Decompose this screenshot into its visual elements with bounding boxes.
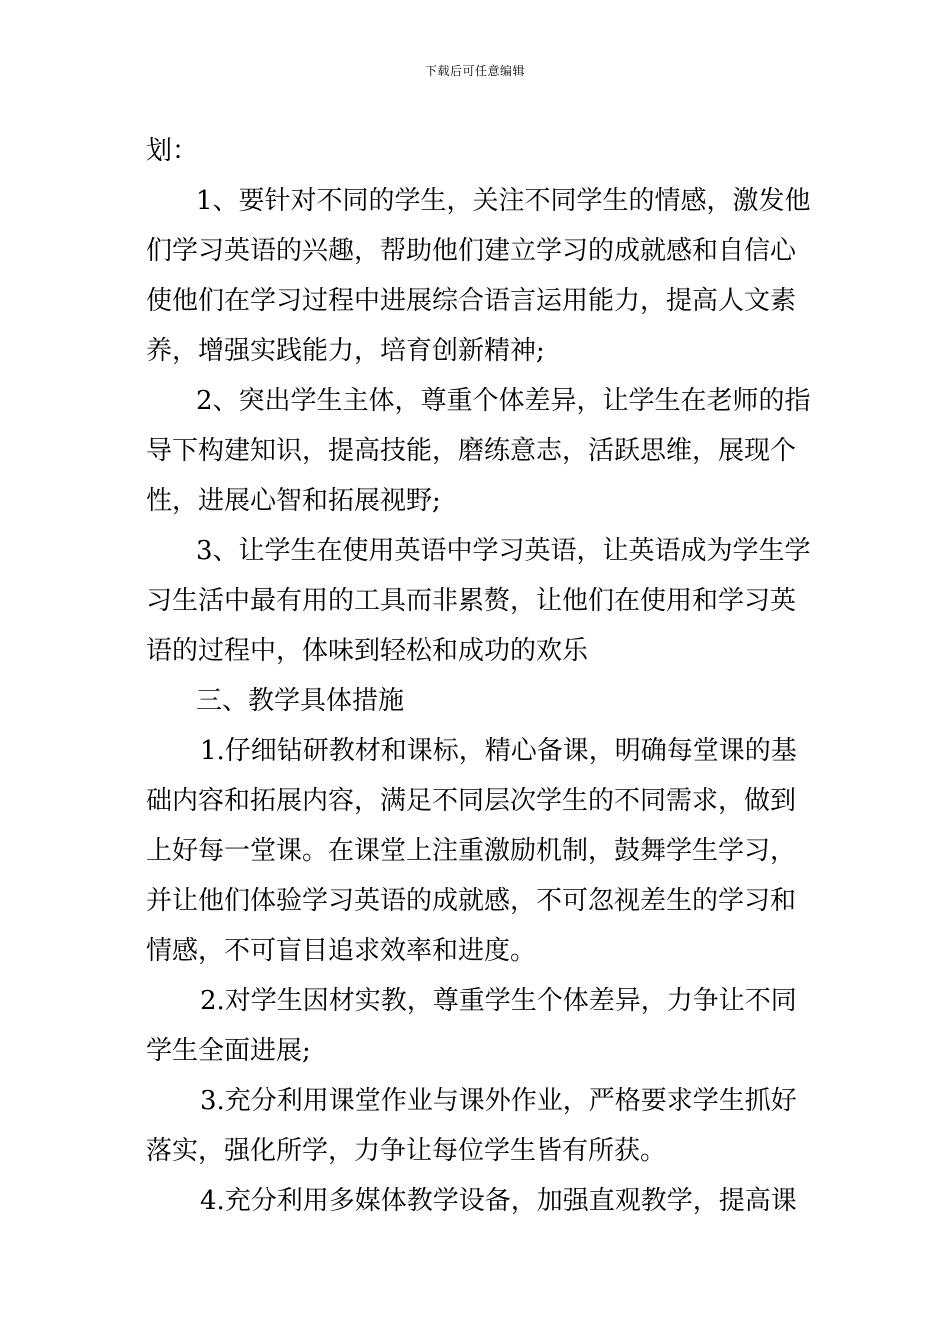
text-line: 落实，强化所学，力争让每位学生皆有所获。 — [146, 1136, 667, 1166]
document-body — [146, 126, 812, 1226]
paragraph-first-line: 3.充分利用课堂作业与课外作业，严格要求学生抓好 — [200, 1086, 797, 1116]
text-line: 习生活中最有用的工具而非累赘，让他们在使用和学习英 — [146, 586, 797, 616]
paragraph-first-line: 1.仔细钻研教材和课标，精心备课，明确每堂课的基 — [200, 736, 797, 766]
paragraph-first-line: 1、要针对不同的学生，关注不同学生的情感，激发他 — [196, 186, 811, 216]
text-line: 使他们在学习过程中进展综合语言运用能力，提高人文素 — [146, 286, 797, 316]
text-line: 养，增强实践能力，培育创新精神; — [146, 336, 545, 366]
text-line: 语的过程中，体味到轻松和成功的欢乐 — [146, 636, 589, 666]
text-line: 划： — [146, 136, 199, 166]
paragraph-first-line: 2.对学生因材实教，尊重学生个体差异，力争让不同 — [200, 986, 797, 1016]
section-heading: 三、教学具体措施 — [196, 686, 405, 716]
paragraph-first-line: 4.充分利用多媒体教学设备，加强直观教学，提高课 — [200, 1186, 797, 1216]
text-line: 导下构建知识，提高技能，磨练意志，活跃思维，展现个 — [146, 436, 797, 466]
page-header: 下载后可任意编辑 — [424, 64, 525, 78]
text-line: 们学习英语的兴趣，帮助他们建立学习的成就感和自信心 — [146, 236, 797, 266]
text-line: 础内容和拓展内容，满足不同层次学生的不同需求，做到 — [146, 786, 797, 816]
text-line: 并让他们体验学习英语的成就感，不可忽视差生的学习和 — [146, 886, 797, 916]
text-line: 上好每一堂课。在课堂上注重激励机制，鼓舞学生学习， — [146, 836, 797, 866]
paragraph-first-line: 2、突出学生主体，尊重个体差异，让学生在老师的指 — [196, 386, 811, 416]
paragraph-first-line: 3、让学生在使用英语中学习英语，让英语成为学生学 — [196, 536, 811, 566]
text-line: 情感，不可盲目追求效率和进度。 — [146, 936, 537, 966]
text-line: 学生全面进展; — [146, 1036, 311, 1066]
text-line: 性，进展心智和拓展视野; — [146, 486, 441, 516]
